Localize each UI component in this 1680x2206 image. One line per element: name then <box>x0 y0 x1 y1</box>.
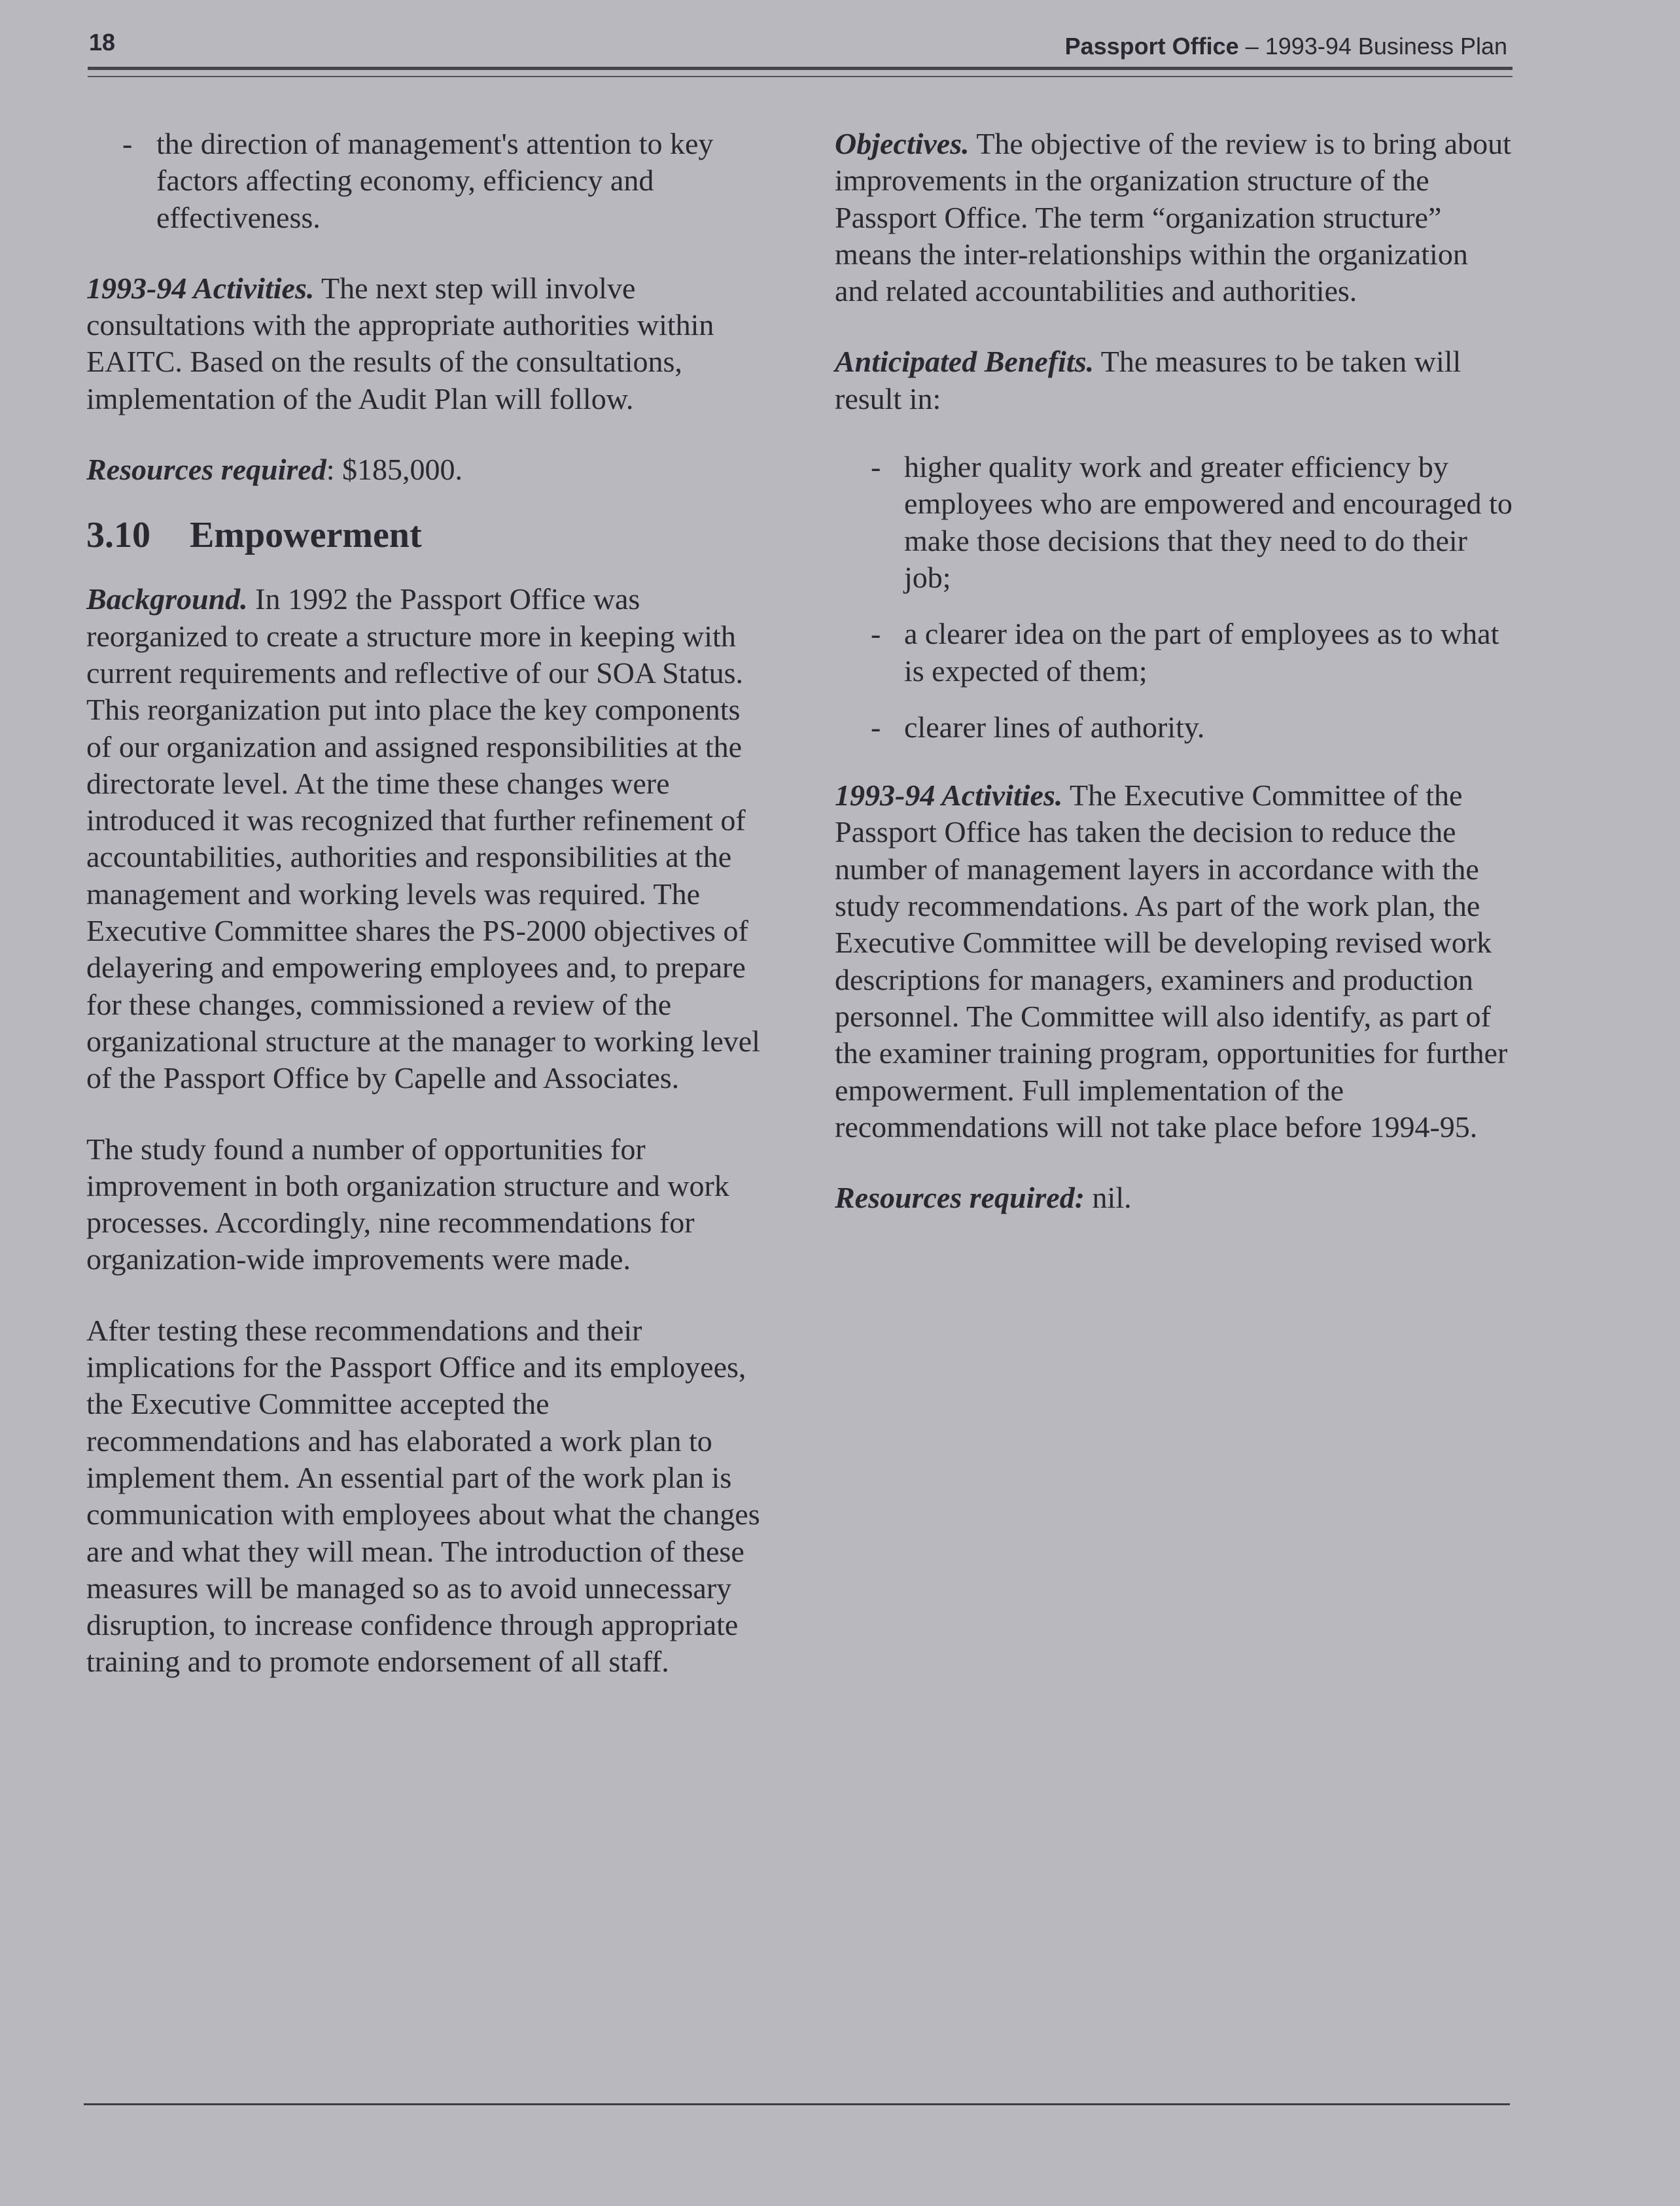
paragraph-lead: Anticipated Benefits. <box>835 345 1094 379</box>
plan-name: 1993-94 Business Plan <box>1265 33 1507 60</box>
title-separator: – <box>1245 33 1259 60</box>
section-heading <box>86 514 767 556</box>
paragraph-text: The Executive Committee of the Passport Office has taken the decision to reduce the number of management layers in accordance with the study recommendations. As part of the work plan, the Executive Committee will be developing revised work descriptions for managers, examiners and production personnel. The Committee will also identify, as part of the examiner training program, opportunities for further empowerment. Full implementation of the recommendations will not take place before 1994-95. <box>835 779 1508 1144</box>
bullet-dash: - <box>871 617 881 651</box>
background-paragraph <box>86 581 767 1096</box>
bullet-dash: - <box>871 450 881 484</box>
right-column <box>835 126 1515 1250</box>
bullet-dash: - <box>122 127 133 160</box>
list-item <box>835 709 1515 746</box>
list-item-text: higher quality work and greater efficiency by employees who are empowered and encouraged to make those decisions that they need to do their job; <box>904 450 1513 594</box>
paragraph-text: The objective of the review is to bring about improvements in the organization structure of the Passport Office. The term “organization structure” means the inter-relationships within the organization and related accountabilities and authorities. <box>835 127 1511 308</box>
left-column <box>86 126 767 1715</box>
list-item <box>835 616 1515 690</box>
footer-rule <box>84 2103 1510 2105</box>
paragraph-lead: 1993-94 Activities. <box>835 779 1063 813</box>
section-number: 3.10 <box>86 515 150 556</box>
header-rule-thick <box>88 67 1513 70</box>
activities-paragraph <box>835 777 1515 1146</box>
resources-paragraph <box>86 451 767 488</box>
list-item-text: a clearer idea on the part of employees as to what is expected of them; <box>904 617 1499 688</box>
study-paragraph: The study found a number of opportunities for improvement in both organization structure and work processes. Accordingly, nine recommendations for organization-wide improvements were made. <box>86 1132 729 1276</box>
activities-paragraph <box>86 270 767 417</box>
paragraph-text: In 1992 the Passport Office was reorganized to create a structure more in keeping with current requirements and reflective of our SOA Status. This reorganization put into place the key components of our organization and assigned responsibilities at the directorate level. At the time these changes were introduced it was recognized that further refinement of accountabilities, authorities and responsibilities at the management and working levels was required. The Executive Committee shares the PS-2000 objectives of delayering and empowering employees and, to prepare for these changes, commissioned a review of the organizational structure at the manager to working level of the Passport Office by Capelle and Associates. <box>86 582 760 1095</box>
paragraph-lead: Objectives. <box>835 127 970 160</box>
paragraph-text: : $185,000. <box>326 453 463 487</box>
header-rule-thin <box>88 76 1513 77</box>
paragraph-text: The measures to be taken will result in: <box>835 345 1461 415</box>
resources-paragraph <box>835 1180 1515 1216</box>
list-item-text: the direction of management's attention to key factors affecting economy, efficiency and effectiveness. <box>156 127 714 234</box>
paragraph-lead: Background. <box>86 582 248 616</box>
paragraph-lead: Resources required: <box>835 1181 1085 1215</box>
list-item <box>835 449 1515 596</box>
paragraph-text: The next step will involve consultations with the appropriate authorities within EAITC. Based on the results of the consultations, implementation of the Audit Plan will follow. <box>86 271 714 415</box>
publication-name: Passport Office <box>1064 33 1239 60</box>
bullet-dash: - <box>871 710 881 744</box>
objectives-paragraph <box>835 126 1515 309</box>
section-title: Empowerment <box>190 515 422 556</box>
paragraph-lead: 1993-94 Activities. <box>86 271 315 305</box>
running-title <box>1065 33 1507 60</box>
paragraph-lead: Resources required <box>86 453 326 487</box>
list-item-text: clearer lines of authority. <box>904 710 1205 744</box>
testing-paragraph: After testing these recommendations and their implications for the Passport Office and its employees, the Executive Committee accepted the recommendations and has elaborated a work plan to implement them. An essential part of the work plan is communication with employees about what the changes are and what they will mean. The introduction of these measures will be managed so as to avoid unnecessary disruption, to increase confidence through appropriate training and to promote endorsement of all staff. <box>86 1313 760 1679</box>
benefits-paragraph <box>835 343 1515 417</box>
list-item <box>86 126 767 236</box>
page-number: 18 <box>89 29 116 56</box>
paragraph-text: nil. <box>1092 1181 1132 1215</box>
